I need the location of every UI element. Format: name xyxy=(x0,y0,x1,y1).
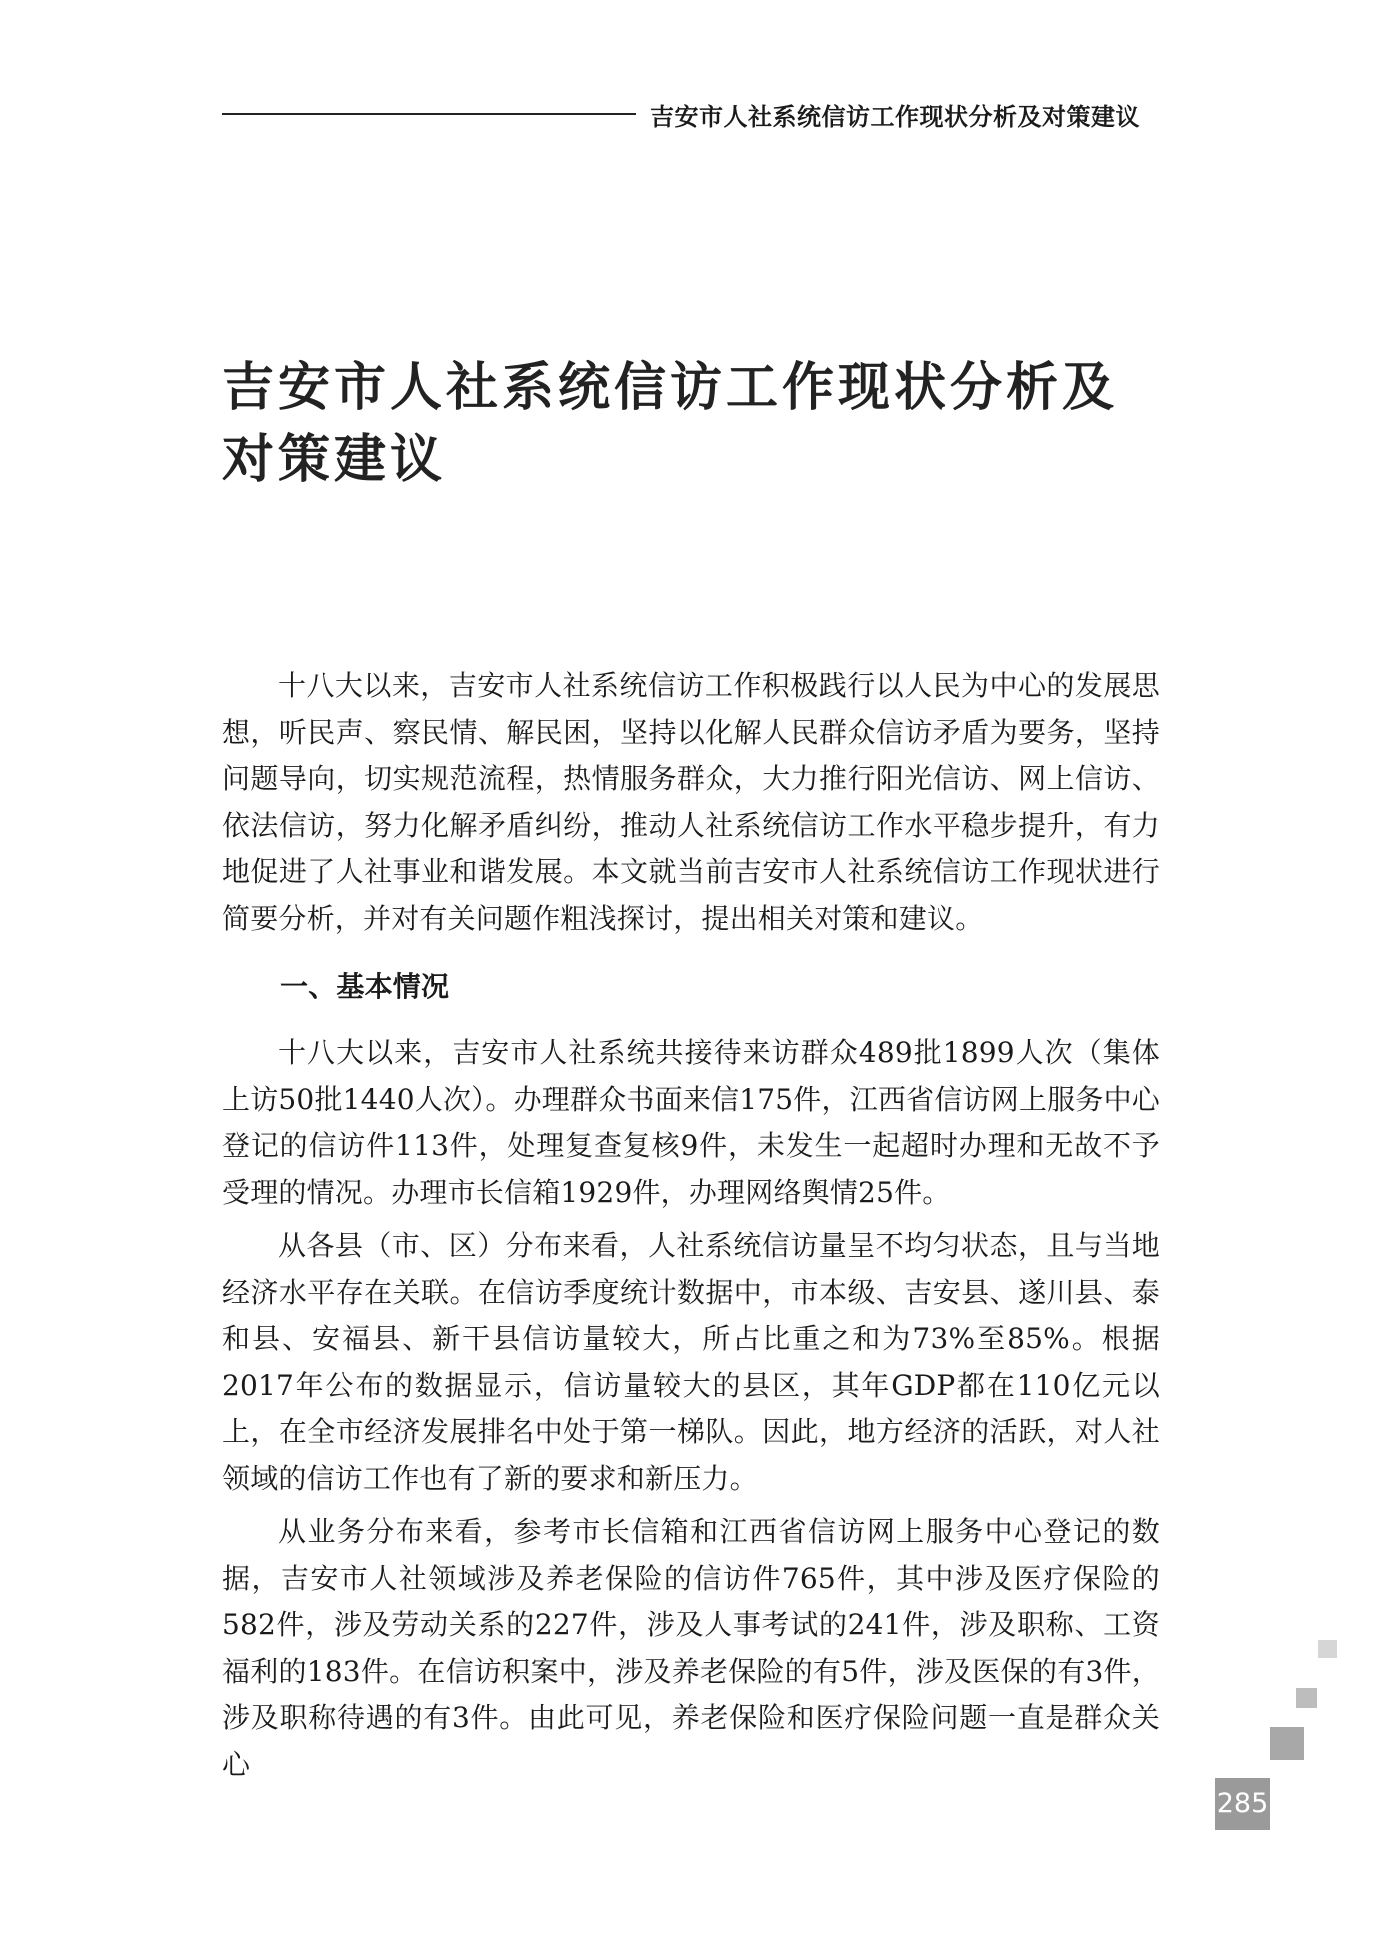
page-number: 285 xyxy=(1215,1778,1270,1830)
running-head: 吉安市人社系统信访工作现状分析及对策建议 xyxy=(650,102,1140,131)
intro-paragraph: 十八大以来，吉安市人社系统信访工作积极践行以人民为中心的发展思想，听民声、察民情、解民困，坚持以化解人民群众信访矛盾为要务，坚持问题导向，切实规范流程，热情服务群众，大力推行阳光信访、网上信访、依法信访，努力化解矛盾纠纷，推动人社系统信访工作水平稳步提升，有力地促进了人社事业和谐发展。本文就当前吉安市人社系统信访工作现状进行简要分析，并对有关问题作粗浅探讨，提出相关对策和建议。 xyxy=(222,669,1160,935)
body-paragraph-1: 十八大以来，吉安市人社系统共接待来访群众489批1899人次（集体上访50批1440人次）。办理群众书面来信175件，江西省信访网上服务中心登记的信访件113件，处理复查复核9件，未发生一起超时办理和无故不予受理的情况。办理市长信箱1929件，办理网络舆情25件。 xyxy=(222,1036,1160,1209)
header-rule xyxy=(222,113,636,115)
article-title-line-2: 对策建议 xyxy=(222,430,447,490)
decorative-square xyxy=(1296,1688,1317,1708)
body-paragraph-3: 从业务分布来看，参考市长信箱和江西省信访网上服务中心登记的数据，吉安市人社领域涉及养老保险的信访件765件，其中涉及医疗保险的582件，涉及劳动关系的227件，涉及人事考试的241件，涉及职称、工资福利的183件。在信访积案中，涉及养老保险的有5件，涉及医保的有3件，涉及职称待遇的有3件。由此可见，养老保险和医疗保险问题一直是群众关心 xyxy=(222,1515,1160,1781)
decorative-square xyxy=(1318,1640,1337,1658)
article-title xyxy=(222,352,1118,496)
decorative-square xyxy=(1270,1727,1304,1760)
article-title-line-1: 吉安市人社系统信访工作现状分析及 xyxy=(222,358,1119,418)
article-body xyxy=(222,663,1160,1788)
section-heading: 一、基本情况 xyxy=(280,970,450,1003)
body-paragraph-2: 从各县（市、区）分布来看，人社系统信访量呈不均匀状态，且与当地经济水平存在关联。在信访季度统计数据中，市本级、吉安县、遂川县、泰和县、安福县、新干县信访量较大，所占比重之和为73%至85%。根据2017年公布的数据显示，信访量较大的县区，其年GDP都在110亿元以上，在全市经济发展排名中处于第一梯队。因此，地方经济的活跃，对人社领域的信访工作也有了新的要求和新压力。 xyxy=(222,1229,1160,1495)
